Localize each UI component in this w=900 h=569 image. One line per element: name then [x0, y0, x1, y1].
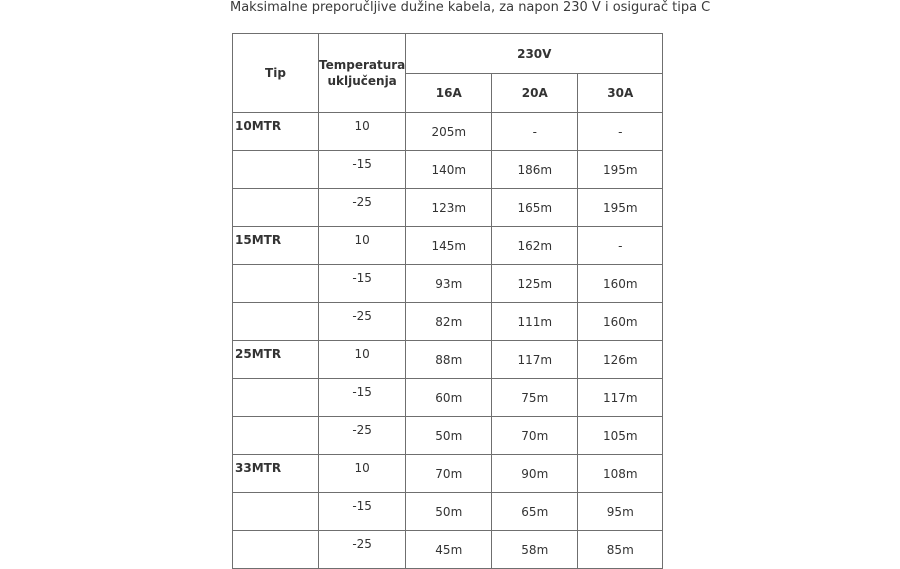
table-row [233, 113, 663, 151]
tip-cell [233, 531, 319, 569]
header-current-16a: 16A [406, 74, 492, 113]
tip-cell: 25MTR [233, 341, 319, 379]
header-current-20a: 20A [492, 74, 578, 113]
header-voltage: 230V [406, 34, 663, 74]
table-row [233, 493, 663, 531]
temperature-value: -15 [352, 271, 372, 285]
tip-cell [233, 493, 319, 531]
temperature-cell [319, 493, 406, 531]
length-cell: 195m [578, 189, 663, 227]
length-cell: 123m [406, 189, 492, 227]
temperature-value: 10 [354, 461, 370, 475]
length-cell: 65m [492, 493, 578, 531]
temperature-value: -25 [352, 537, 372, 551]
tip-cell [233, 379, 319, 417]
length-cell: - [578, 227, 663, 265]
table-row [233, 379, 663, 417]
temperature-cell [319, 531, 406, 569]
header-temperature-line1: Temperatura [319, 58, 406, 72]
tip-cell [233, 265, 319, 303]
tip-cell [233, 189, 319, 227]
length-cell: - [492, 113, 578, 151]
length-cell: 85m [578, 531, 663, 569]
temperature-value: -25 [352, 195, 372, 209]
length-cell: 88m [406, 341, 492, 379]
length-cell: 117m [578, 379, 663, 417]
length-cell: 93m [406, 265, 492, 303]
length-cell: 90m [492, 455, 578, 493]
cable-length-table [232, 33, 663, 569]
temperature-cell [319, 455, 406, 493]
tip-cell: 15MTR [233, 227, 319, 265]
length-cell: 140m [406, 151, 492, 189]
length-cell: 165m [492, 189, 578, 227]
length-cell: 145m [406, 227, 492, 265]
length-cell: 95m [578, 493, 663, 531]
temperature-cell [319, 341, 406, 379]
temperature-value: -15 [352, 385, 372, 399]
table-caption: Maksimalne preporučljive dužine kabela, za napon 230 V i osigurač tipa C [230, 0, 711, 15]
length-cell: 45m [406, 531, 492, 569]
tip-cell [233, 417, 319, 455]
table-row [233, 341, 663, 379]
length-cell: 162m [492, 227, 578, 265]
table-row [233, 303, 663, 341]
length-cell: 82m [406, 303, 492, 341]
tip-cell [233, 151, 319, 189]
header-temperature-line2: uključenja [327, 74, 397, 88]
header-temperature [319, 34, 406, 113]
length-cell: 195m [578, 151, 663, 189]
tip-cell: 10MTR [233, 113, 319, 151]
temperature-cell [319, 303, 406, 341]
header-current-30a: 30A [578, 74, 663, 113]
length-cell: 160m [578, 303, 663, 341]
temperature-value: 10 [354, 119, 370, 133]
table-row [233, 265, 663, 303]
table-row [233, 455, 663, 493]
length-cell: 111m [492, 303, 578, 341]
tip-cell: 33MTR [233, 455, 319, 493]
temperature-cell [319, 265, 406, 303]
length-cell: - [578, 113, 663, 151]
length-cell: 186m [492, 151, 578, 189]
tip-cell [233, 303, 319, 341]
temperature-value: -15 [352, 157, 372, 171]
temperature-cell [319, 151, 406, 189]
table-row [233, 417, 663, 455]
length-cell: 58m [492, 531, 578, 569]
length-cell: 60m [406, 379, 492, 417]
length-cell: 126m [578, 341, 663, 379]
temperature-cell [319, 379, 406, 417]
temperature-cell [319, 113, 406, 151]
temperature-value: -25 [352, 423, 372, 437]
length-cell: 50m [406, 493, 492, 531]
table-row [233, 531, 663, 569]
length-cell: 125m [492, 265, 578, 303]
length-cell: 105m [578, 417, 663, 455]
length-cell: 75m [492, 379, 578, 417]
length-cell: 205m [406, 113, 492, 151]
length-cell: 160m [578, 265, 663, 303]
length-cell: 108m [578, 455, 663, 493]
temperature-value: -25 [352, 309, 372, 323]
temperature-cell [319, 417, 406, 455]
header-tip: Tip [233, 34, 319, 113]
temperature-value: 10 [354, 233, 370, 247]
temperature-value: -15 [352, 499, 372, 513]
table-row [233, 189, 663, 227]
header-row-voltage [233, 34, 663, 74]
table-row [233, 151, 663, 189]
temperature-cell [319, 227, 406, 265]
length-cell: 50m [406, 417, 492, 455]
temperature-cell [319, 189, 406, 227]
temperature-value: 10 [354, 347, 370, 361]
length-cell: 70m [406, 455, 492, 493]
length-cell: 70m [492, 417, 578, 455]
table-row [233, 227, 663, 265]
length-cell: 117m [492, 341, 578, 379]
